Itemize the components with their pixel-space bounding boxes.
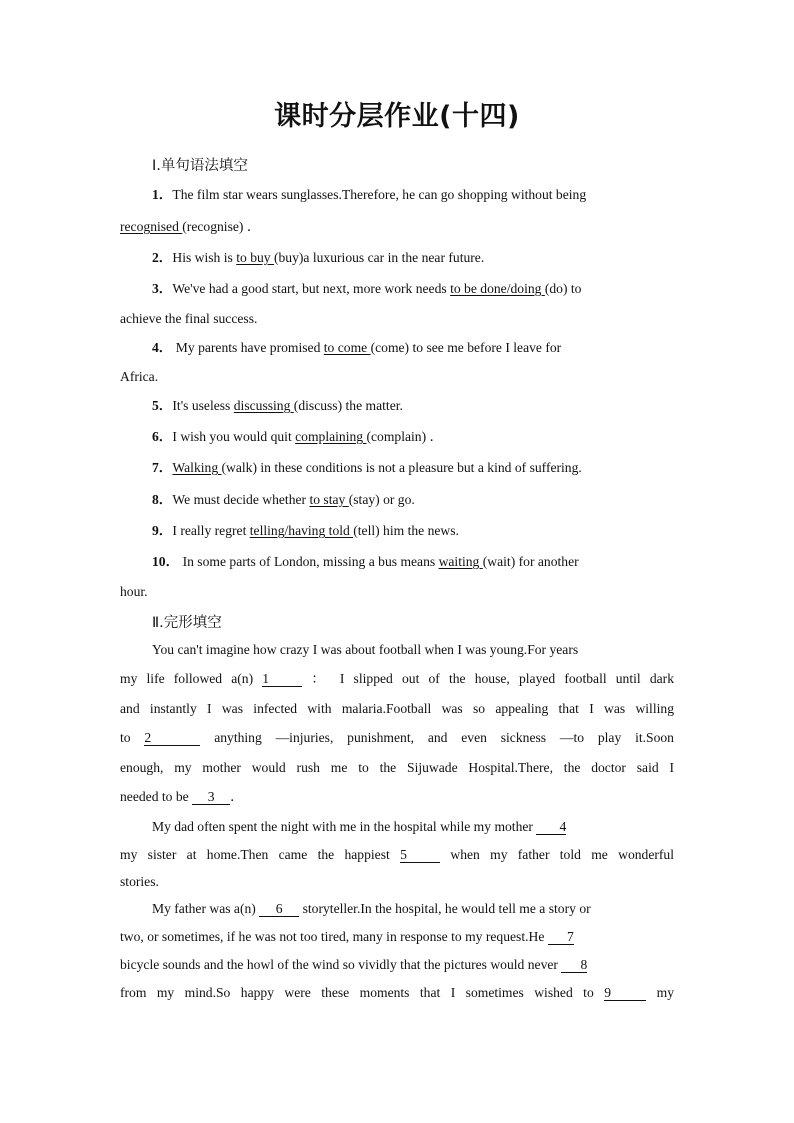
question-10 — [152, 553, 674, 571]
answer-text: telling/having told — [249, 523, 354, 538]
cloze-text: my life followed a(n) — [120, 671, 263, 686]
question-number: 8． — [152, 492, 173, 507]
cloze-blank-5[interactable]: 5 — [400, 847, 440, 863]
question-text: (complain) ． — [366, 429, 444, 444]
question-number: 7． — [152, 460, 173, 475]
question-1 — [152, 186, 674, 204]
cloze-text: my — [646, 985, 674, 1000]
question-text: My parents have promised — [172, 340, 324, 355]
question-text: (recognise) ． — [182, 219, 261, 234]
question-number: 3． — [152, 281, 173, 296]
cloze-text: needed to be — [120, 789, 193, 804]
cloze-line — [120, 984, 674, 1002]
answer-text: discussing — [233, 398, 294, 413]
question-number: 10． — [152, 554, 180, 569]
question-8 — [152, 491, 415, 509]
question-text: I really regret — [172, 523, 250, 538]
question-number: 2． — [152, 250, 173, 265]
answer-text: to come — [323, 340, 371, 355]
cloze-blank-8[interactable]: 8 — [561, 957, 587, 973]
cloze-line: enough, my mother would rush me to the Sijuwade Hospital.There, the doctor said I — [120, 760, 674, 775]
question-text: (come) to see me before I leave for — [370, 340, 562, 355]
cloze-text: two, or sometimes, if he was not too tired, many in response to my request.He — [120, 929, 548, 944]
cloze-line: You can't imagine how crazy I was about football when I was young.For years — [152, 642, 579, 657]
question-text: We must decide whether — [172, 492, 310, 507]
cloze-blank-7[interactable]: 7 — [548, 929, 574, 945]
question-5 — [152, 397, 403, 415]
question-6 — [152, 428, 443, 446]
question-2 — [152, 249, 484, 267]
cloze-line: stories. — [120, 874, 159, 889]
answer-text: waiting — [438, 554, 483, 569]
cloze-blank-2[interactable]: 2 — [144, 730, 200, 746]
question-4 — [152, 339, 674, 357]
question-3 — [152, 280, 674, 298]
cloze-text: when my father told me wonderful — [440, 847, 674, 862]
cloze-line — [120, 956, 587, 974]
question-number: 4． — [152, 340, 173, 355]
answer-text: to stay — [309, 492, 349, 507]
question-9 — [152, 522, 459, 540]
question-text: (tell) him the news. — [353, 523, 459, 538]
cloze-text: my sister at home.Then came the happiest — [120, 847, 401, 862]
question-text: His wish is — [172, 250, 237, 265]
question-number: 6． — [152, 429, 173, 444]
question-text: (wait) for another — [482, 554, 579, 569]
cloze-line — [152, 818, 674, 836]
cloze-line — [120, 670, 674, 688]
page-title: 课时分层作业(十四) — [274, 101, 520, 132]
answer-text: to be done/doing — [450, 281, 545, 296]
cloze-blank-1[interactable]: 1 — [262, 671, 302, 687]
question-4-cont: Africa. — [120, 369, 159, 384]
cloze-blank-3[interactable]: 3 — [192, 789, 230, 805]
question-text: The film star wears sunglasses.Therefore, he can go shopping without being — [172, 187, 587, 202]
section-heading-cloze: Ⅱ.完形填空 — [152, 615, 222, 631]
question-text: (do) to — [544, 281, 582, 296]
question-text: (buy)a luxurious car in the near future. — [273, 250, 485, 265]
question-text: (walk) in these conditions is not a pleasure but a kind of suffering. — [221, 460, 582, 475]
cloze-text: My father was a(n) — [152, 901, 260, 916]
answer-text: recognised — [120, 219, 183, 234]
cloze-text: storyteller.In the hospital, he would tell me a story or — [299, 901, 591, 916]
question-text: (stay) or go. — [348, 492, 415, 507]
cloze-line — [120, 788, 244, 806]
answer-text: complaining — [295, 429, 367, 444]
cloze-line — [120, 928, 574, 946]
question-number: 1． — [152, 187, 173, 202]
question-text: In some parts of London, missing a bus means — [179, 554, 439, 569]
question-number: 5． — [152, 398, 173, 413]
answer-text: to buy — [236, 250, 274, 265]
question-10-cont: hour. — [120, 584, 148, 599]
cloze-blank-4[interactable]: 4 — [536, 819, 566, 835]
answer-text: Walking — [172, 460, 222, 475]
question-text: I wish you would quit — [172, 429, 296, 444]
section-heading-grammar: Ⅰ.单句语法填空 — [152, 158, 248, 174]
cloze-text: ． — [230, 789, 244, 804]
question-text: It's useless — [172, 398, 234, 413]
cloze-text: to — [120, 730, 145, 745]
question-number: 9． — [152, 523, 173, 538]
cloze-blank-9[interactable]: 9 — [604, 985, 646, 1001]
cloze-line — [120, 729, 674, 747]
cloze-text: anything —injuries, punishment, and even sickness —to play it.Soon — [200, 730, 674, 745]
cloze-text: bicycle sounds and the howl of the wind so vividly that the pictures would never — [120, 957, 562, 972]
cloze-line — [152, 900, 674, 918]
question-7 — [152, 459, 582, 477]
question-1-cont — [120, 218, 260, 236]
cloze-text: My dad often spent the night with me in the hospital while my mother — [152, 819, 537, 834]
question-3-cont: achieve the final success. — [120, 311, 258, 326]
cloze-line: and instantly I was infected with malaria.Football was so appealing that I was willing — [120, 701, 674, 716]
question-text: (discuss) the matter. — [293, 398, 403, 413]
cloze-text: ： I slipped out of the house, played football until dark — [302, 671, 674, 686]
cloze-blank-6[interactable]: 6 — [259, 901, 299, 917]
cloze-line — [120, 846, 674, 864]
cloze-text: from my mind.So happy were these moments that I sometimes wished to — [120, 985, 605, 1000]
question-text: We've had a good start, but next, more work needs — [172, 281, 451, 296]
